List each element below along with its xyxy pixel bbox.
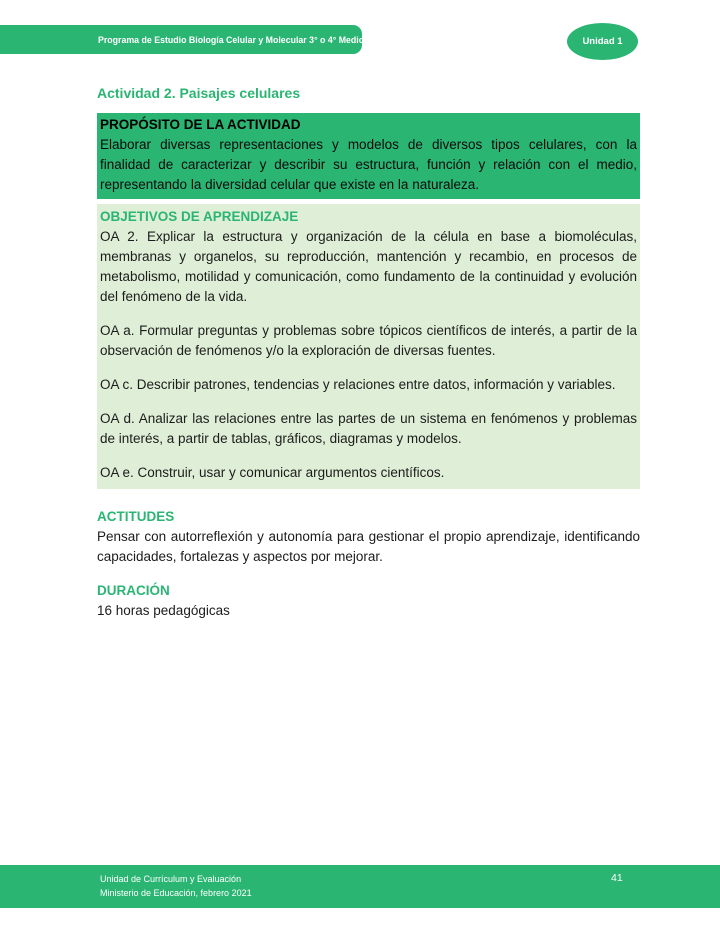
footer-org-line2: Ministerio de Educación, febrero 2021 bbox=[100, 888, 252, 898]
footer-credits bbox=[100, 872, 252, 900]
oa-item: OA c. Describir patrones, tendencias y relaciones entre datos, información y variables. bbox=[100, 377, 616, 392]
page-number: 41 bbox=[611, 872, 623, 884]
actitudes-heading: ACTITUDES bbox=[97, 509, 175, 524]
unit-badge-label: Unidad 1 bbox=[582, 36, 623, 47]
duracion-body: 16 horas pedagógicas bbox=[97, 603, 230, 618]
objetivos-block bbox=[97, 204, 640, 489]
activity-title: Actividad 2. Paisajes celulares bbox=[97, 85, 301, 101]
actitudes-section bbox=[97, 507, 640, 567]
header-bar bbox=[0, 25, 365, 54]
oa-item: OA d. Analizar las relaciones entre las partes de un sistema en fenómenos y problemas de interés, a partir de tablas, gráficos, diagramas y modelos. bbox=[100, 411, 637, 446]
duracion-section bbox=[97, 581, 640, 621]
objetivos-heading: OBJETIVOS DE APRENDIZAJE bbox=[100, 209, 299, 224]
footer-bar bbox=[0, 865, 720, 908]
duracion-heading: DURACIÓN bbox=[97, 583, 170, 598]
actitudes-body: Pensar con autorreflexión y autonomía para gestionar el propio aprendizaje, identificando capacidades, fortalezas y aspectos por mejorar. bbox=[97, 529, 640, 564]
oa-item: OA e. Construir, usar y comunicar argumentos científicos. bbox=[100, 465, 445, 480]
oa-item: OA 2. Explicar la estructura y organización de la célula en base a biomoléculas, membranas y organelos, su reproducción, mantención y recambio, en procesos de metabolismo, motilidad y comunicación, como fundamento de la continuidad y evolución del fenómeno de la vida. bbox=[100, 229, 637, 304]
proposito-body: Elaborar diversas representaciones y modelos de diversos tipos celulares, con la finalidad de caracterizar y describir su estructura, función y relación con el medio, representando la diversidad celular que existe en la naturaleza. bbox=[100, 137, 637, 192]
proposito-heading: PROPÓSITO DE LA ACTIVIDAD bbox=[100, 117, 301, 132]
footer-org-line1: Unidad de Currículum y Evaluación bbox=[100, 874, 242, 884]
oa-item: OA a. Formular preguntas y problemas sobre tópicos científicos de interés, a partir de la observación de fenómenos y/o la exploración de diversas fuentes. bbox=[100, 323, 637, 358]
proposito-block bbox=[97, 113, 640, 199]
page-content bbox=[97, 84, 640, 621]
unit-badge bbox=[567, 23, 638, 60]
program-title: Programa de Estudio Biología Celular y Molecular 3° o 4° Medio bbox=[98, 34, 365, 45]
